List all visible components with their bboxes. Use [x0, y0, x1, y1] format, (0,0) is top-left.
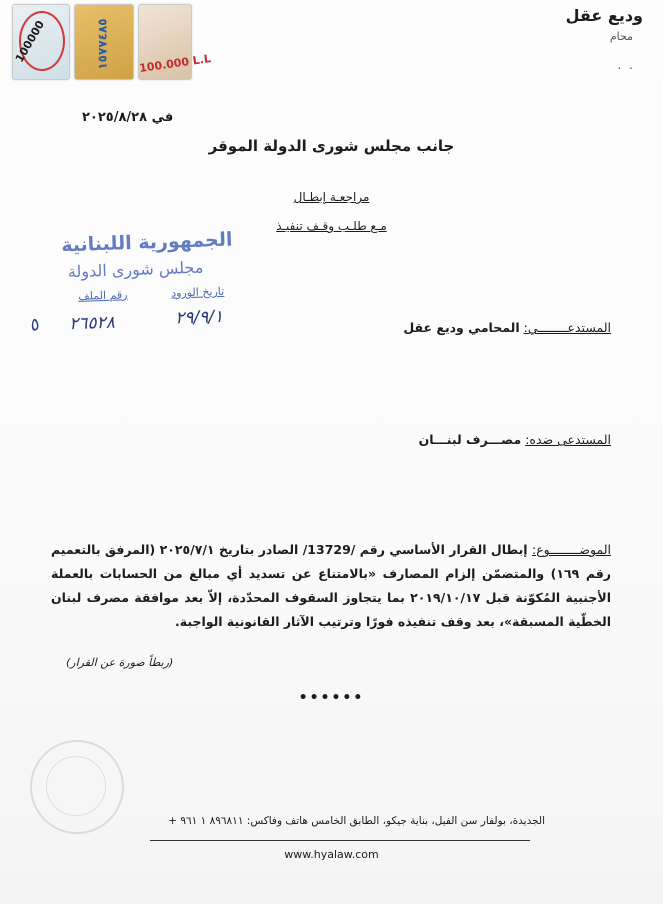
faded-seal: [30, 740, 124, 834]
subject-paragraph: [51, 538, 611, 634]
document-date: في ٢٠٢٥/٨/٢٨: [82, 110, 174, 125]
plaintiff-label: المستدعــــــــي:: [523, 320, 611, 335]
footer-divider: [150, 840, 530, 841]
fiscal-stamp-value: 100.000 L.L: [138, 52, 212, 75]
receipt-date-value: ٢٩/٩/١: [174, 306, 224, 329]
fiscal-stamp: [138, 4, 212, 80]
receipt-handwritten-mark: ٥: [25, 314, 42, 337]
author-title: محام: [609, 30, 633, 43]
subject-text: إبطال القرار الأساسي رقم /13729/ الصادر بتاريخ ٢٠٢٥/٧/١ (المرفق بالتعميم رقم ١٦٩) والمتضمّن إلزام المصارف «بالامتناع عن تسديد أي مبالغ من الحسابات بالعملة الأجنبية المُكوّنة قبل ٢٠١٩/١٠/١٧ بما يتجاوز السقوف المحدّدة، إلاّ بعد موافقة مصرف لبنان الخطّية المسبقة»، بعد وقف تنفيذه فورًا وترتيب الآثار القانونية الواجبة.: [51, 542, 611, 629]
receipt-file-value: ٢٦٥٢٨: [68, 312, 116, 335]
fiscal-stamp: [12, 4, 70, 80]
fiscal-stamp-serial: ١٥٧٧٤٨٥: [95, 18, 110, 70]
plaintiff-value: المحامي وديع عقل: [403, 320, 520, 335]
receipt-file-label: رقم الملف: [78, 288, 128, 303]
fiscal-stamp: [74, 4, 134, 80]
attached-note: (ربطاً صورة عن القرار): [66, 656, 174, 669]
subject-label: الموضــــــــوع:: [531, 542, 611, 557]
defendant-label: المستدعى ضده:: [525, 432, 611, 447]
receipt-stamp: [26, 228, 240, 345]
plaintiff-row: [403, 320, 611, 335]
receipt-stamp-republic: الجمهورية اللبنانية: [60, 228, 233, 257]
separator-dots: ••••••: [298, 690, 365, 706]
header-dots: . .: [617, 58, 635, 72]
subject-subtitle: مـع طلـب وقـف تنفيـذ: [276, 219, 387, 233]
defendant-row: [419, 432, 611, 447]
subject-type: مراجعـة إبطـال: [293, 190, 370, 204]
receipt-date-label: تاريخ الورود: [171, 284, 225, 300]
footer-website: www.hyalaw.com: [284, 848, 379, 861]
footer-address: الجديدة، بولفار سن الفيل، بناية جيكو، الطابق الخامس هاتف وفاكس: ٨٩٦٨١١ ١ ٩٦١ +: [168, 815, 545, 827]
author-name: وديع عقل: [565, 6, 643, 25]
addressee-heading: جانب مجلس شورى الدولة الموقر: [208, 137, 455, 155]
fiscal-stamp-value: 100000: [12, 18, 48, 65]
receipt-stamp-council: مجلس شورى الدولة: [67, 257, 204, 282]
defendant-value: مصـــرف لبنـــان: [418, 432, 522, 447]
